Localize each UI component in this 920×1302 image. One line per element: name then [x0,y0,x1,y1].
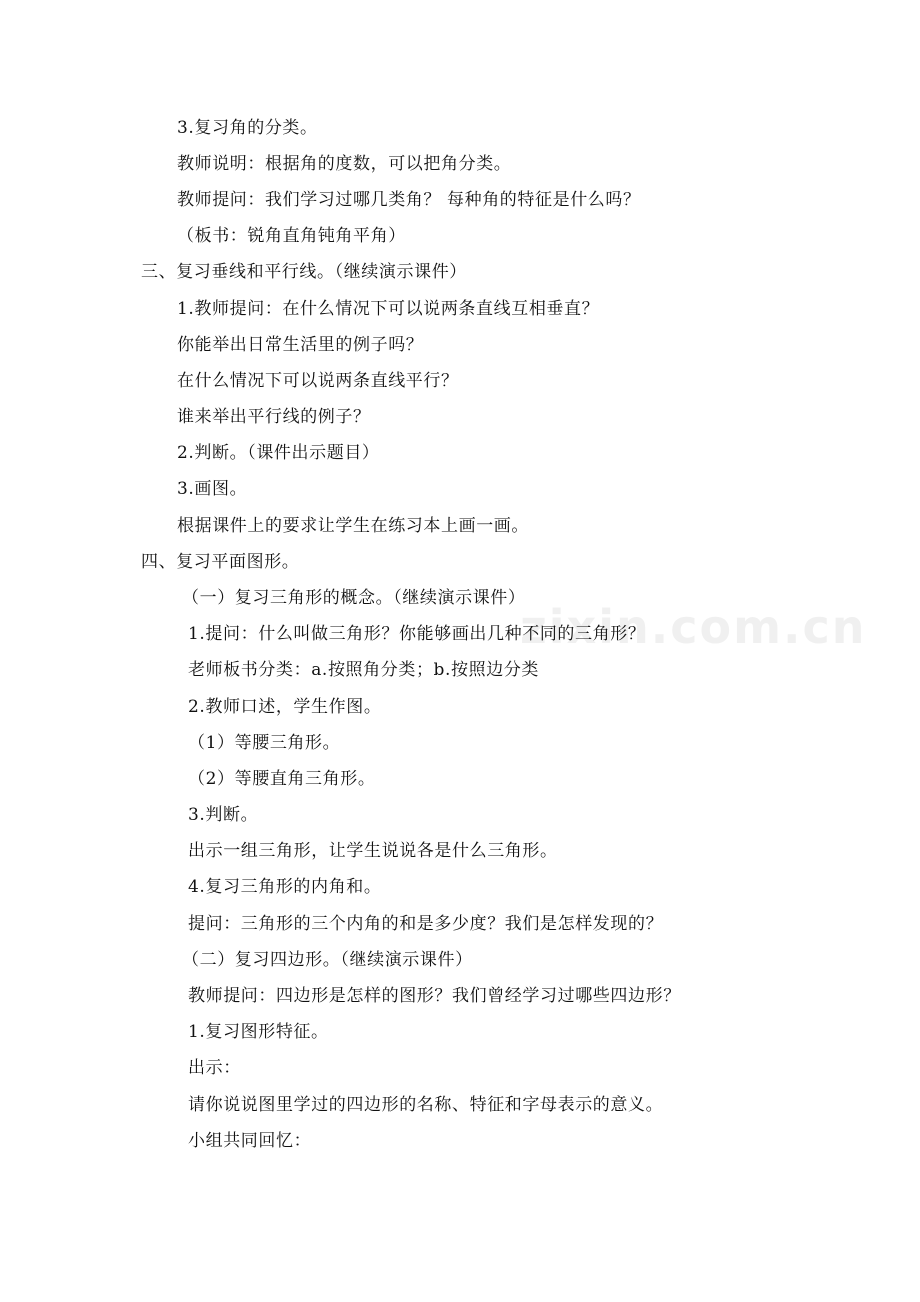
text-line: 在什么情况下可以说两条直线平行？ [177,371,459,391]
text-line: 请你说说图里学过的四边形的名称、特征和字母表示的意义。 [188,1095,664,1115]
text-line: 2.判断。（课件出示题目） [177,443,380,463]
watermark-text: zixin.com.cn [520,600,867,654]
text-line: 1.提问：什么叫做三角形？你能够画出几种不同的三角形？ [188,624,646,644]
section-heading: 三、复习垂线和平行线。（继续演示课件） [141,262,467,282]
text-line: 教师提问：我们学习过哪几类角？ 每种角的特征是什么吗？ [177,190,641,210]
text-line: （板书：锐角直角钝角平角） [177,226,406,246]
text-line: 小组共同回忆： [188,1131,312,1151]
text-line: 谁来举出平行线的例子？ [177,407,371,427]
text-line: 提问：三角形的三个内角的和是多少度？我们是怎样发现的？ [188,914,664,934]
text-line: 出示： [188,1058,241,1078]
text-line: 1.教师提问：在什么情况下可以说两条直线互相垂直？ [177,299,600,319]
text-line: 3.判断。 [188,805,259,825]
text-line: （1）等腰三角形。 [188,733,341,753]
text-line: 3.复习角的分类。 [177,118,318,138]
text-line: 你能举出日常生活里的例子吗？ [177,335,424,355]
text-line: 3.画图。 [177,479,248,499]
text-line: 教师说明：根据角的度数，可以把角分类。 [177,154,512,174]
text-line: 根据课件上的要求让学生在练习本上画一画。 [177,516,529,536]
text-line: （2）等腰直角三角形。 [188,769,376,789]
text-line: 老师板书分类：a.按照角分类；b.按照边分类 [188,660,540,680]
text-line: 4.复习三角形的内角和。 [188,877,382,897]
subsection-heading: （一）复习三角形的概念。（继续演示课件） [182,588,526,608]
text-line: 教师提问：四边形是怎样的图形？我们曾经学习过哪些四边形？ [188,986,681,1006]
text-line: 出示一组三角形，让学生说说各是什么三角形。 [188,841,558,861]
section-heading: 四、复习平面图形。 [141,552,300,572]
text-line: 2.教师口述，学生作图。 [188,697,382,717]
text-line: 1.复习图形特征。 [188,1022,329,1042]
subsection-heading: （二）复习四边形。（继续演示课件） [182,950,473,970]
